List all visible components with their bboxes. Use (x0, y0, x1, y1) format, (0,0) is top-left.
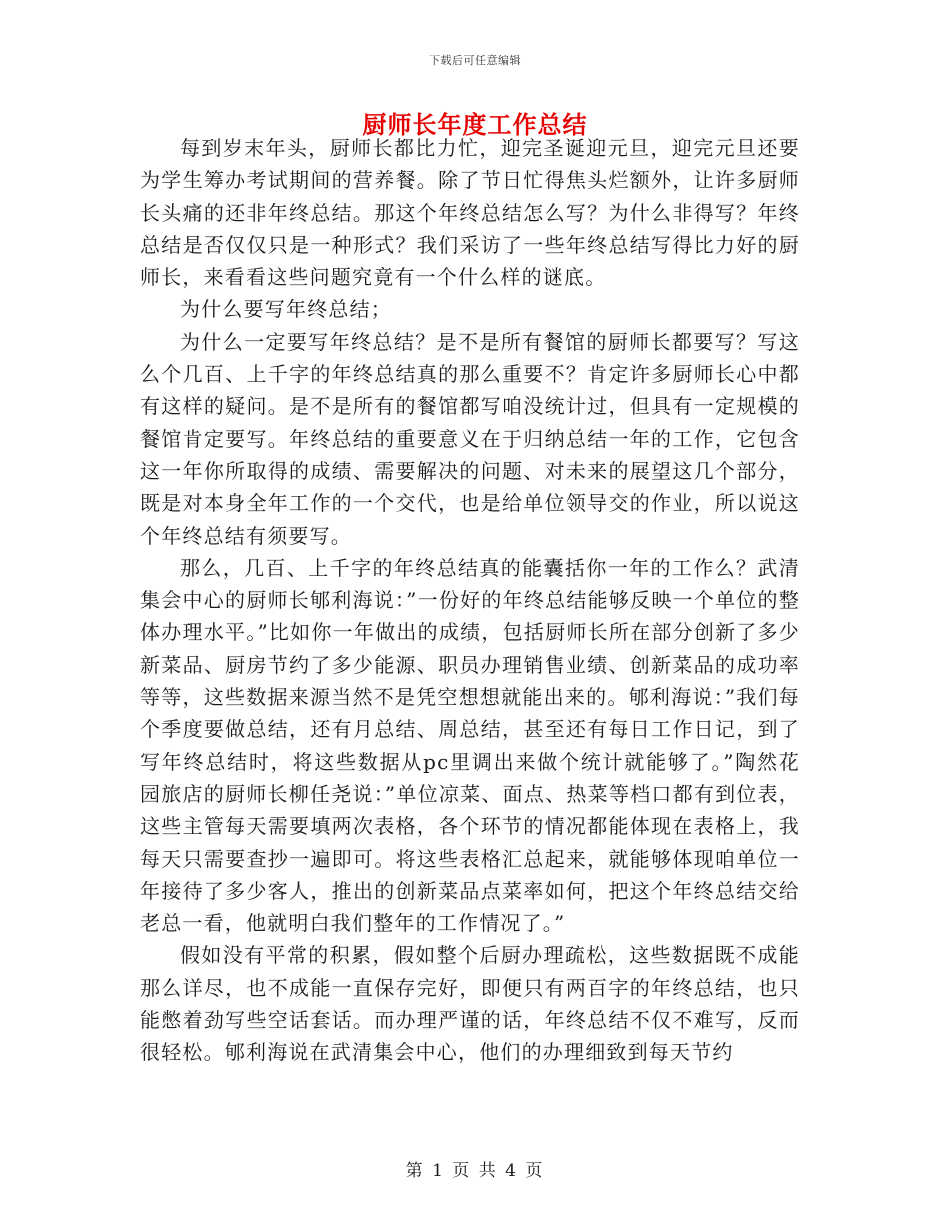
document-title: 厨师长年度工作总结 (362, 110, 588, 139)
page-number-footer: 第 1 页 共 4 页 (405, 1161, 545, 1181)
paragraph: 每到岁末年头，厨师长都比力忙，迎完圣诞迎元旦，迎完元旦还要为学生筹办考试期间的营养餐。除了节日忙得焦头烂额外，让许多厨师长头痛的还非年终总结。那这个年终总结怎么写？为什么非得写？年终总结是否仅仅只是一种形式？我们采访了一些年终总结写得比力好的厨师长，来看看这些问题究竟有一个什么样的谜底。 (140, 136, 800, 290)
paragraph: 假如没有平常的积累，假如整个后厨办理疏松，这些数据既不成能那么详尽，也不成能一直保存完好，即便只有两百字的年终总结，也只能憋着劲写些空话套话。而办理严谨的话，年终总结不仅不难写，反而很轻松。郇利海说在武清集会中心，他们的办理细致到每天节约 (140, 943, 800, 1065)
document-body (140, 132, 800, 1069)
paragraph: 为什么一定要写年终总结？是不是所有餐馆的厨师长都要写？写这么个几百、上千字的年终总结真的那么重要不？肯定许多厨师长心中都有这样的疑问。是不是所有的餐馆都写咱没统计过，但具有一定规模的餐馆肯定要写。年终总结的重要意义在于归纳总结一年的工作，它包含这一年你所取得的成绩、需要解决的问题、对未来的展望这几个部分，既是对本身全年工作的一个交代，也是给单位领导交的作业，所以说这个年终总结有须要写。 (140, 329, 800, 548)
paragraph: 为什么要写年终总结； (180, 297, 392, 322)
page-header-note: 下载后可任意编辑 (429, 54, 521, 67)
paragraph: 那么，几百、上千字的年终总结真的能囊括你一年的工作么？武清集会中心的厨师长郇利海说：”一份好的年终总结能够反映一个单位的整体办理水平。”比如你一年做出的成绩，包括厨师长所在部分创新了多少新菜品、厨房节约了多少能源、职员办理销售业绩、创新菜品的成功率等等，这些数据来源当然不是凭空想想就能出来的。郇利海说：”我们每个季度要做总结，还有月总结、周总结，甚至还有每日工作日记，到了写年终总结时，将这些数据从pc里调出来做个统计就能够了。”陶然花园旅店的厨师长柳任尧说：”单位凉菜、面点、热菜等档口都有到位表，这些主管每天需要填两次表格，各个环节的情况都能体现在表格上，我每天只需要查抄一遍即可。将这些表格汇总起来，就能够体现咱单位一年接待了多少客人，推出的创新菜品点菜率如何，把这个年终总结交给老总一看，他就明白我们整年的工作情况了。” (140, 555, 800, 936)
